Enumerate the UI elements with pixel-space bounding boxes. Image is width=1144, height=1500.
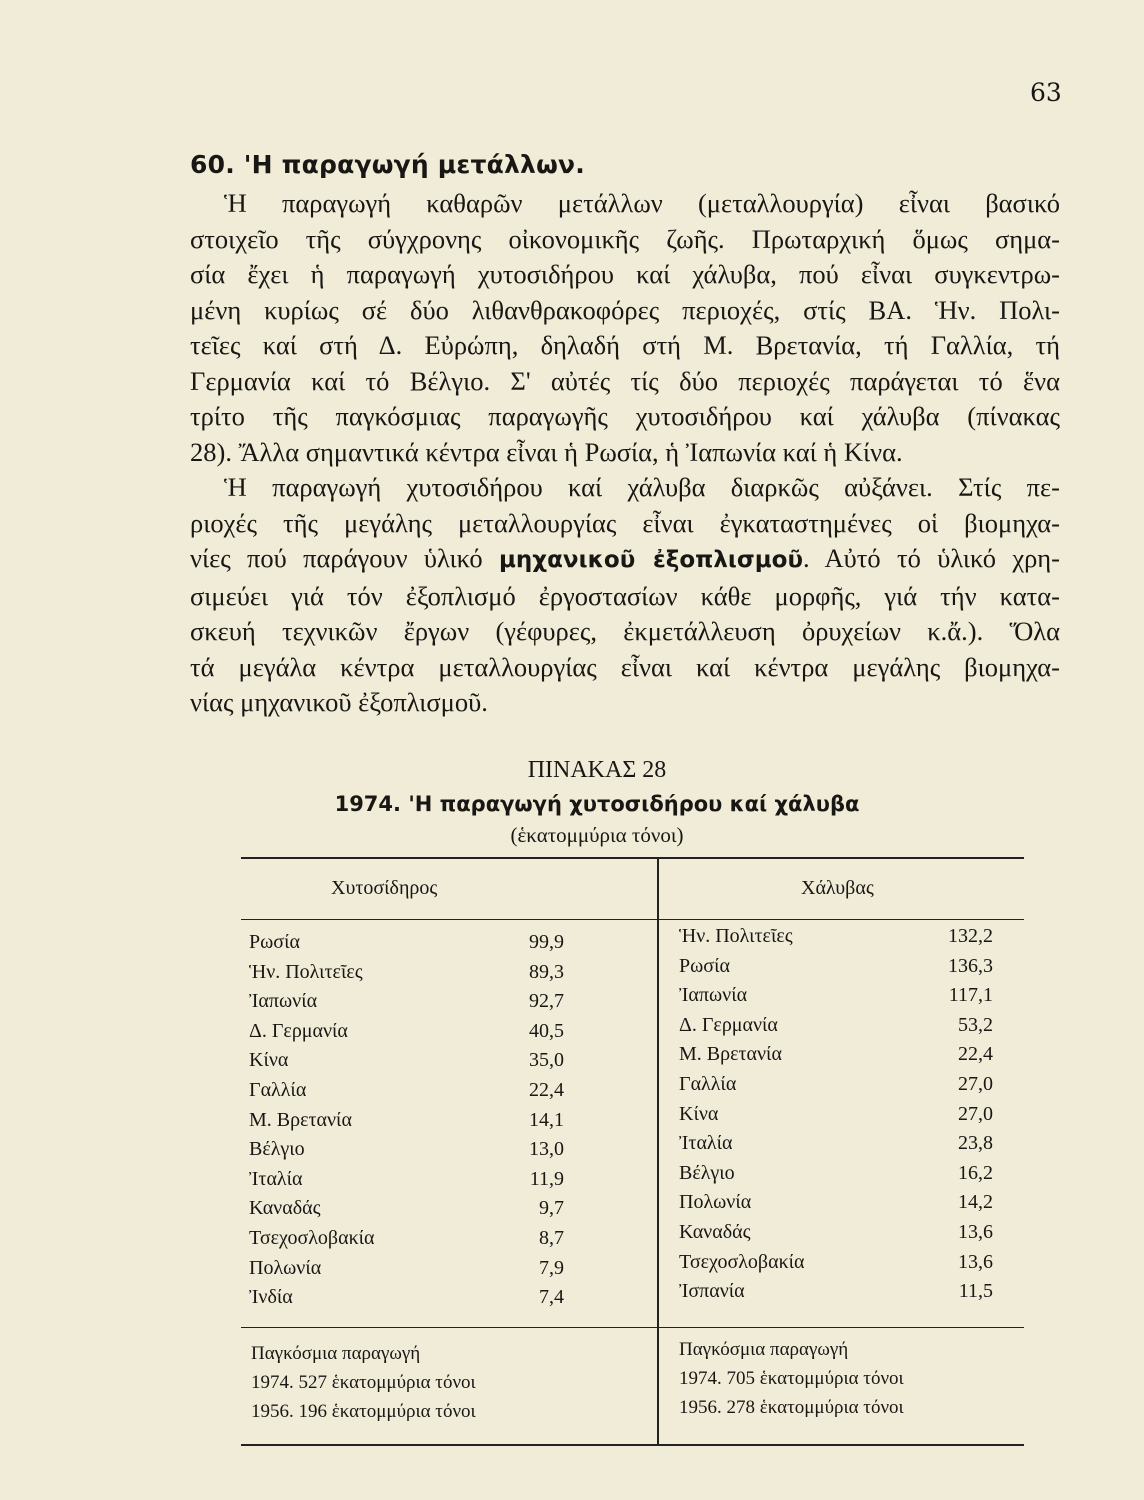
table-row <box>249 1049 564 1079</box>
country-name: Ρωσία <box>249 931 300 953</box>
country-name: Ἰταλία <box>679 1132 733 1155</box>
production-value: 8,7 <box>539 1227 564 1249</box>
production-value: 9,7 <box>539 1197 564 1220</box>
country-name: Ἡν. Πολιτεῖες <box>679 925 793 947</box>
table-row <box>249 990 564 1020</box>
production-value: 53,2 <box>958 1013 993 1036</box>
country-name: Ἡν. Πολιτεῖες <box>249 960 363 983</box>
header-rule <box>241 919 1024 920</box>
text-line: σία ἔχει ἡ παραγωγή χυτοσιδήρου καί χάλυβα, πού εἶναι συγκεντρω- <box>190 259 1060 289</box>
table-row <box>249 1138 564 1168</box>
country-name: Ἰαπωνία <box>679 984 748 1007</box>
country-name: Καναδάς <box>249 1197 321 1220</box>
table-row <box>249 1109 564 1139</box>
table-row <box>249 1168 564 1198</box>
country-name: Δ. Γερμανία <box>679 1013 778 1036</box>
text-line: Ἡ παραγωγή καθαρῶν μετάλλων (μεταλλουργία) εἶναι βασικό <box>224 188 1060 218</box>
totals-label: Παγκόσμια παραγωγή <box>679 1339 849 1360</box>
production-value: 92,7 <box>529 990 564 1013</box>
country-name: Πολωνία <box>249 1256 322 1279</box>
country-name: Τσεχοσλοβακία <box>679 1250 805 1273</box>
table-row <box>679 955 993 985</box>
production-value: 14,2 <box>958 1191 993 1214</box>
country-name: Ἰαπωνία <box>249 990 318 1013</box>
table-row <box>679 1014 993 1044</box>
table-row <box>679 1191 993 1221</box>
production-value: 27,0 <box>958 1073 993 1095</box>
text-line: Ἡ παραγωγή χυτοσιδήρου καί χάλυβα διαρκῶς αὐξάνει. Στίς πε- <box>224 472 1060 502</box>
totals-rule <box>241 1327 1024 1328</box>
country-name: Καναδάς <box>679 1221 751 1243</box>
text-line: τά μεγάλα κέντρα μεταλλουργίας εἶναι καί κέντρα μεγάλης βιομηχα- <box>190 651 1060 682</box>
steel-header: Χάλυβας <box>801 877 874 899</box>
text-line: μένη κυρίως σέ δύο λιθανθρακοφόρες περιοχές, στίς ΒΑ. Ἡν. Πολι- <box>190 294 1060 325</box>
country-name: Δ. Γερμανία <box>249 1019 348 1042</box>
pig-iron-totals <box>251 1339 476 1426</box>
production-value: 22,4 <box>958 1043 993 1066</box>
production-value: 7,9 <box>539 1256 564 1279</box>
production-value: 132,2 <box>948 925 993 947</box>
production-value: 99,9 <box>529 931 564 953</box>
country-name: Μ. Βρετανία <box>249 1108 352 1131</box>
text-line: νίας μηχανικοῦ ἐξοπλισμοῦ. <box>190 687 488 717</box>
country-name: Βέλγιο <box>679 1161 735 1184</box>
text-line: σκευή τεχνικῶν ἔργων (γέφυρες, ἐκμετάλλευση ὀρυχείων κ.ἄ.). Ὅλα <box>190 616 1060 646</box>
country-name: Ἰταλία <box>249 1167 303 1190</box>
text-line: τρίτο τῆς παγκόσμιας παραγωγῆς χυτοσιδήρου καί χάλυβα (πίνακας <box>190 401 1060 431</box>
production-value: 23,8 <box>958 1132 993 1155</box>
country-name: Ἰνδία <box>249 1286 293 1309</box>
table-row <box>249 1257 564 1287</box>
production-value: 27,0 <box>958 1102 993 1125</box>
table-row <box>679 1280 993 1310</box>
table-row <box>679 1103 993 1133</box>
country-name: Κίνα <box>249 1049 289 1072</box>
table-row <box>679 1221 993 1251</box>
text-line: ριοχές τῆς μεγάλης μεταλλουργίας εἶναι ἐγκαταστημένες οἱ βιομηχα- <box>190 507 1060 538</box>
production-value: 13,6 <box>958 1250 993 1273</box>
totals-line: 1956. 196 ἑκατομμύρια τόνοι <box>251 1401 476 1422</box>
column-divider <box>657 859 659 1444</box>
table-row <box>679 1251 993 1281</box>
country-name: Γαλλία <box>679 1073 737 1095</box>
production-value: 35,0 <box>529 1049 564 1072</box>
pig-iron-header: Χυτοσίδηρος <box>331 877 438 899</box>
production-value: 14,1 <box>529 1108 564 1131</box>
table-row <box>679 1162 993 1192</box>
bold-term: μηχανικοῦ ἐξοπλισμοῦ <box>499 547 804 573</box>
totals-line: 1974. 705 ἑκατομμύρια τόνοι <box>679 1368 904 1389</box>
totals-line: 1974. 527 ἑκατομμύρια τόνοι <box>251 1372 476 1393</box>
section-heading: 60. 'Η παραγωγή μετάλλων. <box>190 150 585 179</box>
country-name: Πολωνία <box>679 1191 752 1214</box>
body-text <box>190 186 1060 721</box>
table-row <box>679 925 993 955</box>
table-unit: (ἑκατομμύρια τόνοι) <box>510 823 684 847</box>
page-number: 63 <box>1030 78 1062 107</box>
steel-totals <box>679 1335 904 1422</box>
table-row <box>249 1020 564 1050</box>
table-subtitle: 1974. 'Η παραγωγή χυτοσιδήρου καί χάλυβα <box>334 792 860 816</box>
text-line: τεῖες καί στή Δ. Εὐρώπη, δηλαδή στή Μ. Βρετανία, τή Γαλλία, τή <box>190 330 1060 360</box>
table-row <box>249 1197 564 1227</box>
text-run: . Αὐτό τό ὑλικό χρη- <box>803 543 1060 573</box>
country-name: Ἰσπανία <box>679 1280 745 1303</box>
table-row <box>249 931 564 961</box>
production-value: 136,3 <box>948 954 993 977</box>
table-row <box>249 961 564 991</box>
production-value: 16,2 <box>958 1161 993 1184</box>
country-name: Τσεχοσλοβακία <box>249 1227 375 1249</box>
table-row <box>249 1227 564 1257</box>
production-value: 13,0 <box>529 1138 564 1161</box>
production-value: 117,1 <box>948 984 993 1007</box>
country-name: Ρωσία <box>679 954 730 977</box>
text-run: νίες πού παράγουν ὑλικό <box>190 543 499 573</box>
production-table <box>241 857 1024 1446</box>
table-row <box>679 1132 993 1162</box>
table-row <box>249 1079 564 1109</box>
country-name: Κίνα <box>679 1102 719 1125</box>
text-line: Γερμανία καί τό Βέλγιο. Σ' αὐτές τίς δύο περιοχές παράγεται τό ἕνα <box>190 365 1060 396</box>
table-title: ΠΙΝΑΚΑΣ 28 <box>527 757 667 783</box>
text-line: 28). Ἄλλα σημαντικά κέντρα εἶναι ἡ Ρωσία, ἡ Ἰαπωνία καί ἡ Κίνα. <box>190 436 903 467</box>
text-line: σιμεύει γιά τόν ἐξοπλισμό ἐργοστασίων κάθε μορφῆς, γιά τήν κατα- <box>190 580 1060 611</box>
totals-label: Παγκόσμια παραγωγή <box>251 1343 421 1364</box>
text-line <box>190 541 1060 579</box>
country-name: Γαλλία <box>249 1079 307 1101</box>
production-value: 11,9 <box>529 1167 564 1190</box>
text-line: στοιχεῖο τῆς σύγχρονης οἰκονομικῆς ζωῆς. Πρωταρχική ὅμως σημα- <box>190 223 1060 254</box>
table-row <box>679 1043 993 1073</box>
table-row <box>249 1286 564 1316</box>
country-name: Μ. Βρετανία <box>679 1043 782 1066</box>
production-value: 22,4 <box>529 1079 564 1101</box>
table-row <box>679 984 993 1014</box>
production-value: 11,5 <box>958 1280 993 1303</box>
production-value: 89,3 <box>529 960 564 983</box>
country-name: Βέλγιο <box>249 1138 305 1161</box>
production-value: 7,4 <box>539 1286 564 1309</box>
production-value: 40,5 <box>529 1019 564 1042</box>
totals-line: 1956. 278 ἑκατομμύρια τόνοι <box>679 1397 904 1418</box>
table-row <box>679 1073 993 1103</box>
production-value: 13,6 <box>958 1221 993 1243</box>
